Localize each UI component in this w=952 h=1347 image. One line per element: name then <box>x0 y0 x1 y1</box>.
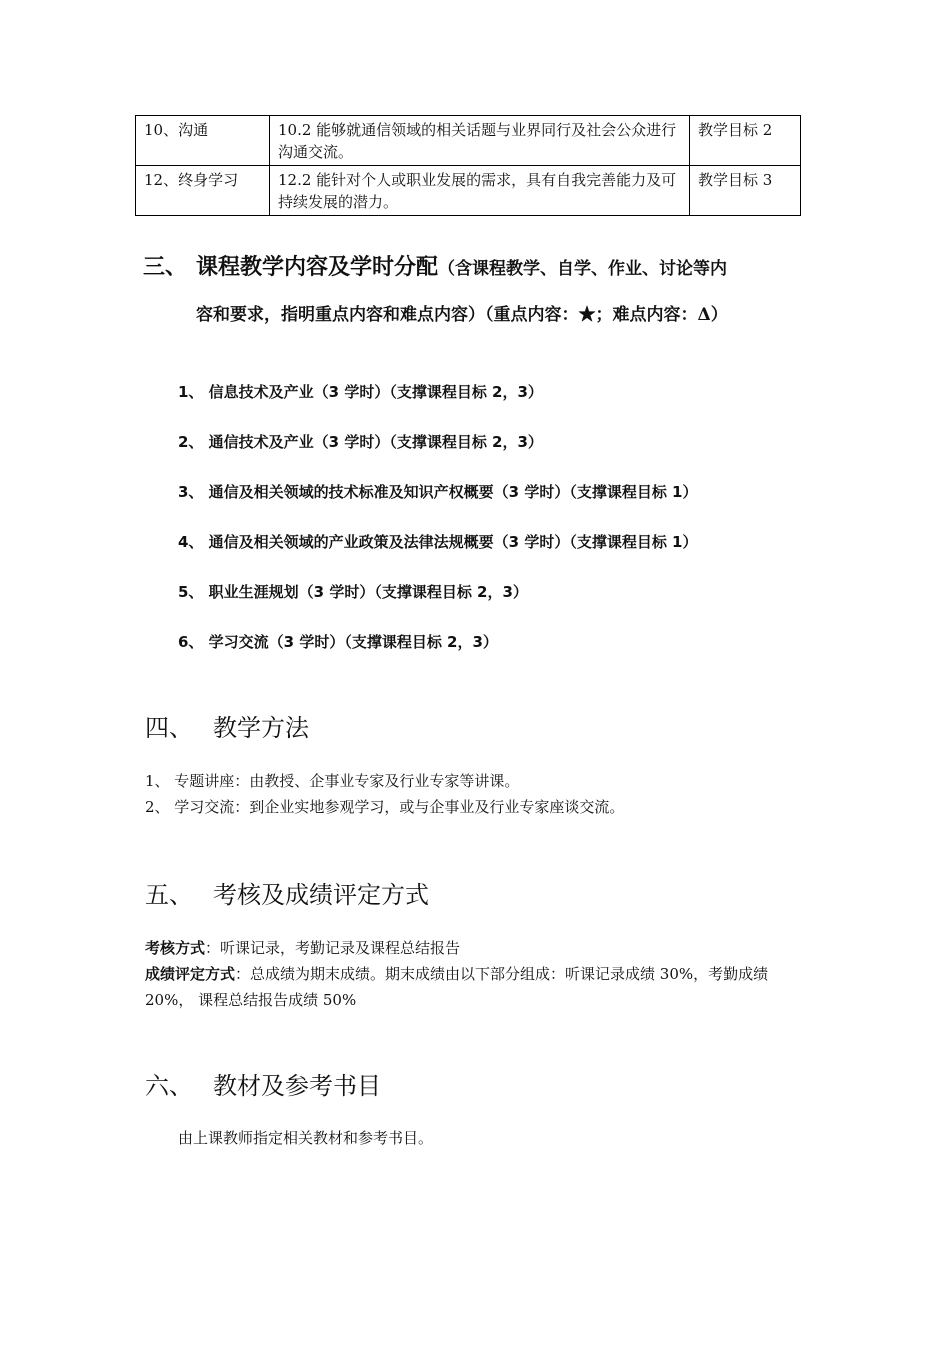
table-row <box>136 166 801 216</box>
section-4-heading <box>145 708 309 743</box>
table-cell: 10.2 能够就通信领域的相关话题与业界同行及社会公众进行沟通交流。 <box>270 116 690 166</box>
list-item: 2、 学习交流：到企业实地参观学习，或与企事业及行业专家座谈交流。 <box>145 798 625 816</box>
textbook-note: 由上课教师指定相关教材和参考书目。 <box>178 1129 434 1147</box>
grading-label: 成绩评定方式 <box>145 965 236 983</box>
assessment-method <box>145 935 460 961</box>
grading-text: ：总成绩为期末成绩。期末成绩由以下部分组成：听课记录成绩 30%，考勤成绩 20%， 课程总结报告成绩 50% <box>145 965 769 1009</box>
grading-method <box>145 961 815 1013</box>
section-title: 教学方法 <box>213 714 309 742</box>
section-6-heading <box>145 1066 381 1101</box>
table-cell: 教学目标 2 <box>690 116 801 166</box>
list-item: 3、 通信及相关领域的技术标准及知识产权概要（3 学时）（支撑课程目标 1） <box>178 483 698 501</box>
list-item: 2、 通信技术及产业（3 学时）（支撑课程目标 2，3） <box>178 433 543 451</box>
table-row <box>136 116 801 166</box>
section-title <box>196 250 727 281</box>
section-title: 教材及参考书目 <box>213 1072 381 1100</box>
table-cell: 12.2 能针对个人或职业发展的需求，具有自我完善能力及可持续发展的潜力。 <box>270 166 690 216</box>
requirements-table <box>135 115 801 216</box>
table-cell: 教学目标 3 <box>690 166 801 216</box>
section-number: 六、 <box>145 1072 193 1100</box>
list-item: 6、 学习交流（3 学时）（支撑课程目标 2，3） <box>178 633 498 651</box>
section-number: 三、 <box>143 254 188 280</box>
section-title-main: 课程教学内容及学时分配 <box>196 254 439 280</box>
assessment-text: ：听课记录，考勤记录及课程总结报告 <box>205 939 461 957</box>
section-5-heading <box>145 875 429 910</box>
section-title: 考核及成绩评定方式 <box>213 881 429 909</box>
list-item: 5、 职业生涯规划（3 学时）（支撑课程目标 2，3） <box>178 583 528 601</box>
section-number: 五、 <box>145 881 193 909</box>
list-item: 1、 专题讲座：由教授、企事业专家及行业专家等讲课。 <box>145 772 520 790</box>
assessment-label: 考核方式 <box>145 939 206 957</box>
list-item: 1、 信息技术及产业（3 学时）（支撑课程目标 2，3） <box>178 383 543 401</box>
table-cell: 10、沟通 <box>136 116 270 166</box>
section-subtitle-line2: 容和要求，指明重点内容和难点内容）（重点内容：★；难点内容：Δ） <box>196 305 728 325</box>
list-item: 4、 通信及相关领域的产业政策及法律法规概要（3 学时）（支撑课程目标 1） <box>178 533 698 551</box>
section-number: 四、 <box>145 714 193 742</box>
table-cell: 12、终身学习 <box>136 166 270 216</box>
section-subtitle: （含课程教学、自学、作业、讨论等内 <box>438 259 728 279</box>
